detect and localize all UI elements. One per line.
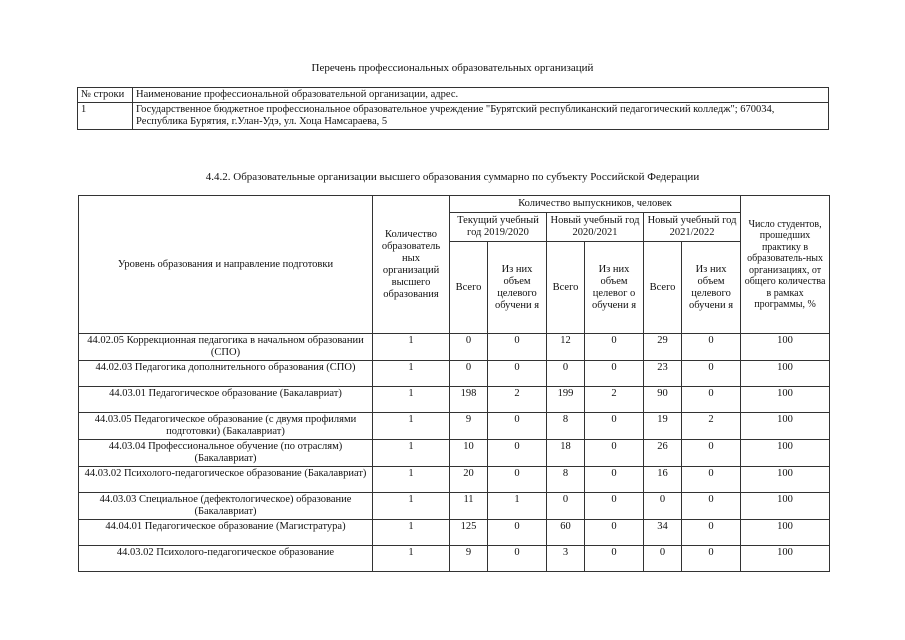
header-level: Уровень образования и направление подготовки	[79, 196, 373, 334]
row-practice: 100	[741, 520, 830, 546]
row-org-count: 1	[373, 387, 450, 413]
row-new1-total: 8	[547, 467, 585, 493]
row-new2-target: 0	[682, 493, 741, 520]
row-new2-target: 0	[682, 546, 741, 572]
table-row	[78, 103, 829, 130]
row-new1-total: 60	[547, 520, 585, 546]
header-new1-target: Из них объем целевог о обучени я	[585, 242, 644, 334]
row-new1-target: 0	[585, 334, 644, 361]
row-current-target: 2	[488, 387, 547, 413]
table-row	[79, 546, 830, 572]
row-new1-total: 12	[547, 334, 585, 361]
row-new1-target: 0	[585, 413, 644, 440]
table-row	[79, 334, 830, 361]
header-current-total: Всего	[450, 242, 488, 334]
row-new2-target: 0	[682, 361, 741, 387]
row-practice: 100	[741, 387, 830, 413]
row-new2-total: 34	[644, 520, 682, 546]
table-row	[79, 413, 830, 440]
row-current-total: 11	[450, 493, 488, 520]
header-new1-total: Всего	[547, 242, 585, 334]
row-level: 44.04.01 Педагогическое образование (Магистратура)	[79, 520, 373, 546]
row-org-count: 1	[373, 413, 450, 440]
row-level: 44.03.02 Психолого-педагогическое образование	[79, 546, 373, 572]
org-list-title: Перечень профессиональных образовательных организаций	[311, 62, 594, 74]
row-new2-target: 0	[682, 334, 741, 361]
row-new1-target: 0	[585, 467, 644, 493]
row-new1-total: 0	[547, 361, 585, 387]
row-current-total: 125	[450, 520, 488, 546]
header-graduates: Количество выпускников, человек	[450, 196, 741, 213]
row-level: 44.02.05 Коррекционная педагогика в начальном образовании (СПО)	[79, 334, 373, 361]
row-org-count: 1	[373, 546, 450, 572]
row-new1-target: 0	[585, 520, 644, 546]
row-current-target: 0	[488, 440, 547, 467]
section-title: 4.4.2. Образовательные организации высшего образования суммарно по субъекту Российской Федерации	[205, 171, 700, 183]
org-row-num: 1	[78, 103, 133, 130]
row-new2-total: 0	[644, 546, 682, 572]
row-level: 44.03.02 Психолого-педагогическое образование (Бакалавриат)	[79, 467, 373, 493]
row-new2-target: 0	[682, 467, 741, 493]
row-level: 44.02.03 Педагогика дополнительного образования (СПО)	[79, 361, 373, 387]
table-row	[79, 520, 830, 546]
table-row	[79, 361, 830, 387]
row-practice: 100	[741, 413, 830, 440]
org-table	[77, 87, 829, 130]
header-new-year-2: Новый учебный год 2021/2022	[644, 213, 741, 242]
header-current-target: Из них объем целевого обучени я	[488, 242, 547, 334]
table-row	[79, 467, 830, 493]
row-new1-target: 0	[585, 440, 644, 467]
row-org-count: 1	[373, 520, 450, 546]
header-practice: Число студентов, прошедших практику в образователь-ных организациях, от общего количества в рамках программы, %	[741, 196, 830, 334]
row-current-target: 0	[488, 413, 547, 440]
row-org-count: 1	[373, 361, 450, 387]
row-practice: 100	[741, 361, 830, 387]
row-new1-total: 18	[547, 440, 585, 467]
graduates-header-row-1	[79, 196, 830, 213]
row-practice: 100	[741, 546, 830, 572]
row-new2-total: 90	[644, 387, 682, 413]
row-new1-total: 199	[547, 387, 585, 413]
header-org-count: Количество образователь ных организаций высшего образования	[373, 196, 450, 334]
row-level: 44.03.05 Педагогическое образование (с двумя профилями подготовки) (Бакалавриат)	[79, 413, 373, 440]
row-new2-total: 29	[644, 334, 682, 361]
table-row	[79, 493, 830, 520]
row-new2-total: 16	[644, 467, 682, 493]
row-new1-total: 8	[547, 413, 585, 440]
row-current-total: 198	[450, 387, 488, 413]
table-row	[79, 387, 830, 413]
row-org-count: 1	[373, 493, 450, 520]
row-current-target: 0	[488, 520, 547, 546]
row-new2-target: 2	[682, 413, 741, 440]
row-current-target: 0	[488, 361, 547, 387]
header-new-year-1: Новый учебный год 2020/2021	[547, 213, 644, 242]
row-current-total: 0	[450, 334, 488, 361]
row-current-target: 0	[488, 334, 547, 361]
row-new1-target: 2	[585, 387, 644, 413]
header-current-year: Текущий учебный год 2019/2020	[450, 213, 547, 242]
org-row-name: Государственное бюджетное профессиональное образовательное учреждение "Бурятский республиканский педагогический колледж"; 670034, Республика Бурятия, г.Улан-Удэ, ул. Хоца Намсараева, 5	[133, 103, 829, 130]
row-new2-total: 26	[644, 440, 682, 467]
row-current-total: 10	[450, 440, 488, 467]
org-header-num: № строки	[78, 88, 133, 103]
row-practice: 100	[741, 440, 830, 467]
row-current-total: 9	[450, 546, 488, 572]
row-org-count: 1	[373, 467, 450, 493]
row-new2-total: 19	[644, 413, 682, 440]
row-new2-target: 0	[682, 440, 741, 467]
header-new2-target: Из них объем целевого обучени я	[682, 242, 741, 334]
row-current-target: 0	[488, 467, 547, 493]
row-current-target: 1	[488, 493, 547, 520]
org-header-name: Наименование профессиональной образовательной организации, адрес.	[133, 88, 829, 103]
row-new1-target: 0	[585, 493, 644, 520]
row-current-total: 0	[450, 361, 488, 387]
row-level: 44.03.03 Специальное (дефектологическое) образование (Бакалавриат)	[79, 493, 373, 520]
row-level: 44.03.01 Педагогическое образование (Бакалавриат)	[79, 387, 373, 413]
header-new2-total: Всего	[644, 242, 682, 334]
row-new1-target: 0	[585, 361, 644, 387]
graduates-body	[79, 334, 830, 572]
row-new1-total: 0	[547, 493, 585, 520]
row-new1-total: 3	[547, 546, 585, 572]
row-new2-target: 0	[682, 387, 741, 413]
row-current-target: 0	[488, 546, 547, 572]
row-new2-total: 0	[644, 493, 682, 520]
table-row	[79, 440, 830, 467]
row-new2-target: 0	[682, 520, 741, 546]
row-practice: 100	[741, 467, 830, 493]
row-practice: 100	[741, 334, 830, 361]
graduates-table	[78, 195, 830, 572]
row-new1-target: 0	[585, 546, 644, 572]
row-current-total: 9	[450, 413, 488, 440]
row-org-count: 1	[373, 334, 450, 361]
row-current-total: 20	[450, 467, 488, 493]
row-org-count: 1	[373, 440, 450, 467]
row-new2-total: 23	[644, 361, 682, 387]
org-table-header	[78, 88, 829, 103]
row-level: 44.03.04 Профессиональное обучение (по отраслям) (Бакалавриат)	[79, 440, 373, 467]
row-practice: 100	[741, 493, 830, 520]
